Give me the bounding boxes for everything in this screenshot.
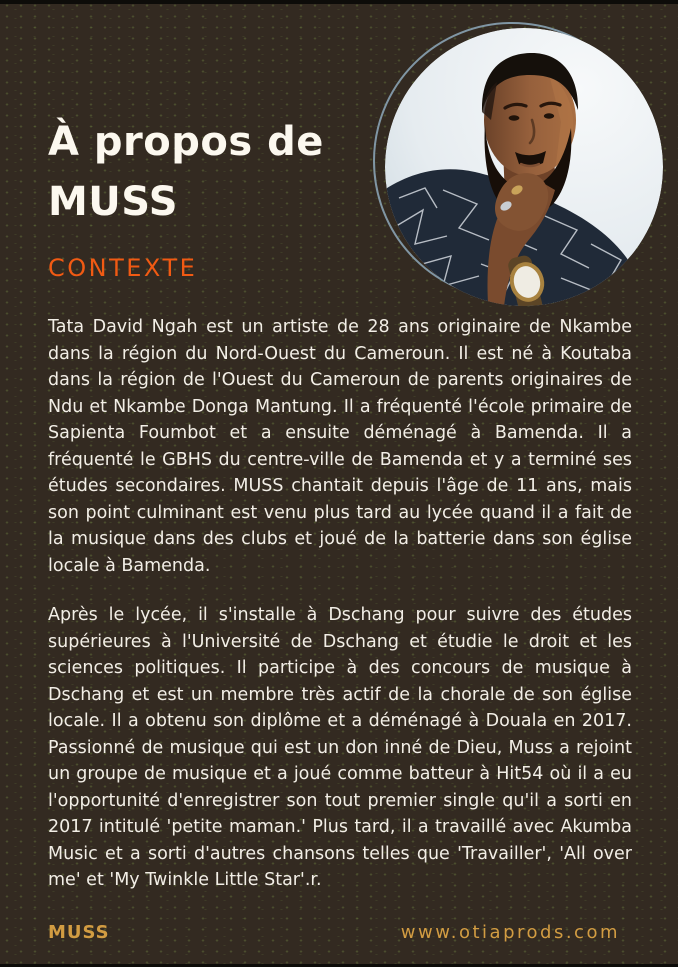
about-paragraph-1: Tata David Ngah est un artiste de 28 ans originaire de Nkambe dans la région du Nord-Ouest du Cameroun. Il est né à Koutaba dans la région de l'Ouest du Cameroun de parents originaires de Ndu et Nkambe Donga Mantung. Il a fréquenté l'école primaire de Sapienta Foumbot et a ensuite déménagé à Bamenda. Il a fréquenté le GBHS du centre-ville de Bamenda et y a terminé ses études secondaires. MUSS chantait depuis l'âge de 11 ans, mais son point culminant est venu plus tard au lycée quand il a fait de la musique dans des clubs et joué de la batterie dans son église locale à Bamenda. [48, 317, 632, 576]
footer-website-link[interactable]: www.otiaprods.com [400, 922, 620, 943]
about-text [48, 314, 632, 917]
footer-brand: MUSS [48, 922, 110, 943]
section-label-contexte: CONTEXTE [48, 254, 198, 282]
page-top-edge [0, 0, 678, 4]
page-title: À propos de MUSS [48, 119, 324, 225]
muss-portrait-photo [385, 28, 663, 306]
portrait-photo-area [385, 28, 663, 306]
about-paragraph-2: Après le lycée, il s'installe à Dschang pour suivre des études supérieures à l'Université de Dschang et étudie le droit et les sciences politiques. Il participe à des concours de musique à Dschang et est un membre très actif de la chorale de son église locale. Il a obtenu son diplôme et a déménagé à Douala en 2017. Passionné de musique qui est un don inné de Dieu, Muss a rejoint un groupe de musique et a joué comme batteur à Hit54 où il a eu l'opportunité d'enregistrer son tout premier single qu'il a sorti en 2017 intitulé 'petite maman.' Plus tard, il a travaillé avec Akumba Music et a sorti d'autres chansons telles que 'Travailler', 'All over me' et 'My Twinkle Little Star'.r. [48, 605, 632, 890]
